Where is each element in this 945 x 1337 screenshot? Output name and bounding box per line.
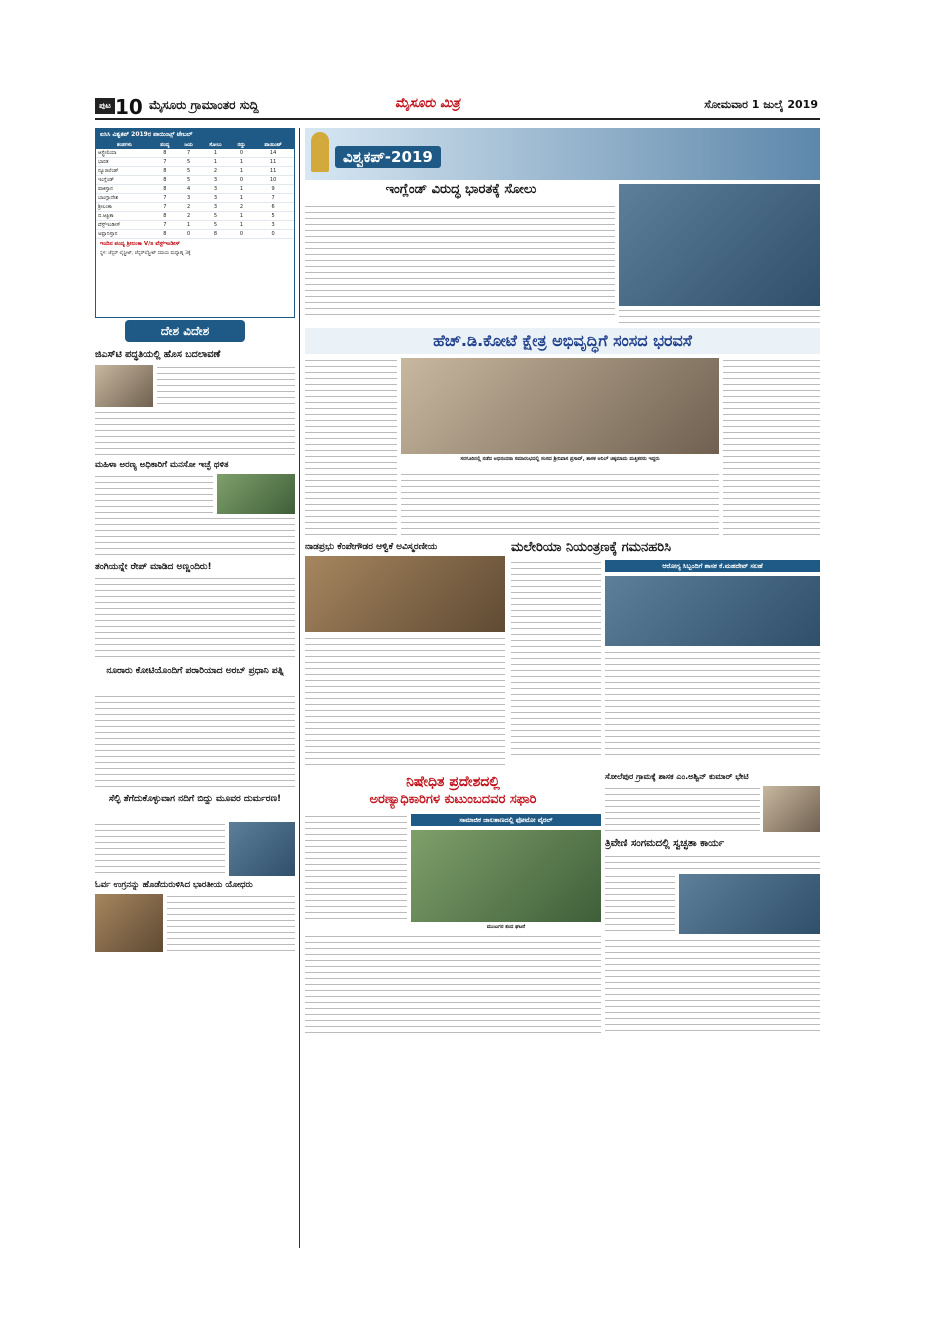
triveni-photo <box>679 874 820 934</box>
mla-portrait <box>763 786 820 832</box>
table-cell: 5 <box>200 221 231 230</box>
table-cell: ಇಂಗ್ಲೆಂಡ್ <box>96 176 153 185</box>
table-cell: 9 <box>252 185 294 194</box>
table-cell: 3 <box>252 221 294 230</box>
table-cell: 2 <box>200 167 231 176</box>
table-cell: 1 <box>231 158 252 167</box>
table-cell: 7 <box>177 149 200 158</box>
malaria-photo <box>605 576 820 646</box>
table-cell: 3 <box>200 185 231 194</box>
table-row <box>96 230 294 239</box>
table-row <box>96 221 294 230</box>
malaria-text <box>605 650 820 760</box>
table-cell: 5 <box>177 176 200 185</box>
points-table-col-5: ಪಾಯಿಂಟ್ <box>252 141 294 149</box>
table-cell: 1 <box>231 185 252 194</box>
table-cell: 1 <box>177 221 200 230</box>
table-cell: 14 <box>252 149 294 158</box>
triveni-headline: ತ್ರಿವೇಣಿ ಸಂಗಮದಲ್ಲಿ ಸ್ವಚ್ಛತಾ ಕಾರ್ಯ <box>605 838 725 849</box>
gst-text-cont <box>95 410 295 458</box>
table-cell: 3 <box>200 194 231 203</box>
points-table <box>96 141 294 239</box>
safari-headline-1: ನಿಷೇಧಿತ ಪ್ರದೇಶದಲ್ಲಿ <box>406 774 500 790</box>
table-cell: ದ.ಆಫ್ರಿಕಾ <box>96 212 153 221</box>
section-title: ಮೈಸೂರು ಗ್ರಾಮಾಂತರ ಸುದ್ದಿ <box>149 98 259 112</box>
table-cell: ಆಸ್ಟ್ರೇಲಿಯಾ <box>96 149 153 158</box>
worldcup-photo <box>619 184 820 306</box>
trophy-icon <box>311 132 329 172</box>
table-cell: ಅಫ್ಘಾನಿಸ್ತಾನ <box>96 230 153 239</box>
main-text-col3 <box>723 358 820 538</box>
table-cell: 7 <box>153 158 177 167</box>
table-row <box>96 149 294 158</box>
table-row <box>96 212 294 221</box>
table-row <box>96 176 294 185</box>
triveni-intro <box>605 854 820 872</box>
triveni-text-col1 <box>605 874 675 934</box>
terrorist-text <box>167 894 295 952</box>
table-cell: ಪಾಕಿಸ್ತಾನ <box>96 185 153 194</box>
newspaper-page <box>95 92 820 1272</box>
table-cell: 1 <box>200 158 231 167</box>
triveni-text <box>605 938 820 1034</box>
table-cell: 7 <box>153 203 177 212</box>
table-cell: 0 <box>231 149 252 158</box>
malaria-headline: ಮಲೇರಿಯಾ ನಿಯಂತ್ರಣಕ್ಕೆ ಗಮನಹರಿಸಿ <box>511 540 672 555</box>
table-cell: ಭಾರತ <box>96 158 153 167</box>
points-table-col-2: ಜಯ <box>177 141 200 149</box>
points-table-col-0: ತಂಡಗಳು <box>96 141 153 149</box>
gst-photo <box>95 365 153 407</box>
table-cell: 10 <box>252 176 294 185</box>
worldcup-banner <box>305 128 820 180</box>
malaria-text-col1 <box>511 560 601 760</box>
main-text-body <box>401 472 719 538</box>
forest-officer-text-cont <box>95 516 295 558</box>
kempegowda-photo <box>305 556 505 632</box>
worldcup-text <box>305 204 615 316</box>
points-table-col-3: ಸೋಲು <box>200 141 231 149</box>
solepura-headline: ಸೋಲೆಪುರ ಗ್ರಾಮಕ್ಕೆ ಶಾಸಕ ಎಂ.ಅಶ್ವಿನ್ ಕುಮಾರ್ ಭೇಟಿ <box>605 772 749 781</box>
safari-photo-caption: ಮುಜುಗರ ತಂದ ಘಟನೆ <box>486 924 526 930</box>
kempegowda-text <box>305 636 505 766</box>
table-cell: 2 <box>177 203 200 212</box>
arab-pm-text <box>95 694 295 790</box>
table-cell: 8 <box>200 230 231 239</box>
table-cell: 2 <box>177 212 200 221</box>
worldcup-title: ವಿಶ್ವಕಪ್-2019 <box>335 146 441 168</box>
table-cell: 8 <box>153 185 177 194</box>
kempegowda-headline: ನಾಡಪ್ರಭು ಕೆಂಪೇಗೌಡರ ಆಳ್ವಿಕೆ ಅವಿಸ್ಮರಣೀಯ <box>305 542 438 552</box>
page-number: 10 <box>115 95 143 119</box>
table-cell: 8 <box>153 176 177 185</box>
table-cell: 1 <box>231 212 252 221</box>
table-cell: 1 <box>231 221 252 230</box>
solepura-text <box>605 786 760 832</box>
selfie-photo <box>229 822 295 876</box>
forest-officer-photo <box>217 474 295 514</box>
selfie-text <box>95 822 225 876</box>
table-cell: 11 <box>252 167 294 176</box>
table-cell: 2 <box>231 203 252 212</box>
safari-text <box>305 934 601 1034</box>
table-cell: 8 <box>153 230 177 239</box>
masthead-logo: ಮೈಸೂರು ಮಿತ್ರ <box>395 96 460 111</box>
match-venue: ಸ್ಥಳ: ಚೆಸ್ಟರ್ ಲೈಸ್ಟ್ರೀಟ್, ಚೆಸ್ಟರ್‌ಲೆಸ್ಟ್ರೀಟ್ ಸಮಯ ಮಧ್ಯಾಹ್ನ 3ಕ್ಕೆ <box>100 251 191 256</box>
table-cell: 0 <box>252 230 294 239</box>
story-headline-terrorist: ಓರ್ವ ಉಗ್ರನನ್ನು ಹೊಡೆದುರುಳಿಸಿದ ಭಾರತೀಯ ಯೋಧರು <box>95 880 253 890</box>
worldcup-text-cont <box>619 308 820 326</box>
gst-text <box>157 365 295 407</box>
table-cell: 7 <box>153 194 177 203</box>
table-cell: 3 <box>200 203 231 212</box>
table-cell: ಶ್ರೀಲಂಕಾ <box>96 203 153 212</box>
table-cell: 11 <box>252 158 294 167</box>
story-headline-selfie: ಸೆಲ್ಫಿ ತೆಗೆದುಕೊಳ್ಳುವಾಗ ನದಿಗೆ ಬಿದ್ದು ಮೂವರ ದುರ್ಮರಣ! <box>108 794 282 804</box>
issue-date: ಸೋಮವಾರ 1 ಜುಲೈ 2019 <box>704 98 818 111</box>
story-headline-forest-officer: ಮಹಿಳಾ ಅರಣ್ಯ ಅಧಿಕಾರಿಗೆ ಮನಸೋ ಇಚ್ಛೆ ಥಳಿತ <box>95 460 229 470</box>
worldcup-headline: ಇಂಗ್ಲೆಂಡ್ ವಿರುದ್ಧ ಭಾರತಕ್ಕೆ ಸೋಲು <box>385 182 537 197</box>
safari-photo <box>411 830 601 922</box>
column-divider <box>299 128 300 1248</box>
table-cell: 6 <box>252 203 294 212</box>
table-cell: 5 <box>177 167 200 176</box>
table-cell: 8 <box>153 212 177 221</box>
points-table-header <box>96 141 294 149</box>
table-row <box>96 203 294 212</box>
story-headline-arab-pm: ನೂರಾರು ಕೋಟಿಯೊಂದಿಗೆ ಪರಾರಿಯಾದ ಅರಬ್ ಪ್ರಧಾನಿ ಪತ್ನಿ <box>106 666 284 676</box>
rape-text <box>95 576 295 662</box>
table-row <box>96 185 294 194</box>
table-cell: 3 <box>177 194 200 203</box>
table-row <box>96 167 294 176</box>
points-table-box <box>95 128 295 318</box>
todays-match: ಇಂದಿನ ಪಂದ್ಯ ಶ್ರೀಲಂಕಾ V/s ವೆಸ್ಟ್‌ಇಂಡೀಸ್ <box>100 241 180 247</box>
table-cell: 8 <box>153 149 177 158</box>
table-row <box>96 158 294 167</box>
table-cell: 1 <box>231 167 252 176</box>
table-cell: 5 <box>252 212 294 221</box>
table-row <box>96 194 294 203</box>
table-cell: ವೆಸ್ಟ್‌ಇಂಡೀಸ್ <box>96 221 153 230</box>
points-table-col-1: ಪಂದ್ಯ <box>153 141 177 149</box>
main-headline-bar <box>305 328 820 354</box>
points-table-title: ಐಸಿಸಿ ವಿಶ್ವಕಪ್ 2019ರ ಪಾಯಿಂಟ್ಸ್ ಟೇಬಲ್ <box>96 129 294 141</box>
table-cell: 3 <box>200 176 231 185</box>
safari-headline-2: ಅರಣ್ಯಾಧಿಕಾರಿಗಳ ಕುಟುಂಬದವರ ಸಫಾರಿ <box>369 792 537 807</box>
table-cell: 7 <box>252 194 294 203</box>
table-cell: 0 <box>231 176 252 185</box>
table-cell: 4 <box>177 185 200 194</box>
story-headline-rape: ತಂಗಿಯನ್ನೇ ರೇಪ್ ಮಾಡಿದ ಅಣ್ಣಂದಿರು! <box>95 562 212 572</box>
table-cell: 1 <box>200 149 231 158</box>
table-cell: 5 <box>200 212 231 221</box>
left-column <box>95 348 295 890</box>
table-cell: 0 <box>177 230 200 239</box>
page-header <box>95 92 820 120</box>
table-cell: 0 <box>231 230 252 239</box>
table-cell: 1 <box>231 194 252 203</box>
main-photo <box>401 358 719 454</box>
points-table-body <box>96 149 294 239</box>
page-label: ಪುಟ <box>95 98 115 114</box>
soldiers-photo <box>95 894 163 952</box>
safari-subhead: ಸಾಮಾಜಿಕ ಜಾಲತಾಣದಲ್ಲಿ ಫೋಟೋ ವೈರಲ್ <box>411 814 601 826</box>
forest-officer-text <box>95 474 213 514</box>
main-photo-caption: ಸರಗೂರಿನಲ್ಲಿ ನಡೆದ ಅಭಿನಂದನಾ ಸಮಾರಂಭದಲ್ಲಿ ಸಂಸದ ಶ್ರೀನಿವಾಸ ಪ್ರಸಾದ್, ಶಾಸಕ ಅನಿಲ್ ಚಿಕ್ಕಮಾದು ಮತ್ತಿತರರು ಇದ್ದರು <box>460 456 660 462</box>
table-cell: ಬಾಂಗ್ಲಾದೇಶ <box>96 194 153 203</box>
points-table-col-4: ರದ್ದು <box>231 141 252 149</box>
table-cell: 7 <box>153 221 177 230</box>
main-headline: ಹೆಚ್.ಡಿ.ಕೋಟೆ ಕ್ಷೇತ್ರ ಅಭಿವೃದ್ಧಿಗೆ ಸಂಸದ ಭರವಸೆ <box>433 331 692 350</box>
table-cell: ನ್ಯೂಜಿಲೆಂಡ್ <box>96 167 153 176</box>
main-text-col1 <box>305 358 397 538</box>
story-headline-gst: ಜಿಎಸ್‌ಟಿ ಪದ್ಧತಿಯಲ್ಲಿ ಹೊಸ ಬದಲಾವಣೆ <box>95 349 221 360</box>
safari-text-col1 <box>305 814 407 924</box>
table-cell: 5 <box>177 158 200 167</box>
malaria-subhead: ಆರೋಗ್ಯ ಸಿಬ್ಬಂದಿಗೆ ಶಾಸಕ ಕೆ.ಮಹದೇವ್ ಸಲಹೆ <box>605 560 820 572</box>
table-cell: 8 <box>153 167 177 176</box>
desha-videsha-badge: ದೇಶ ವಿದೇಶ <box>125 320 245 342</box>
